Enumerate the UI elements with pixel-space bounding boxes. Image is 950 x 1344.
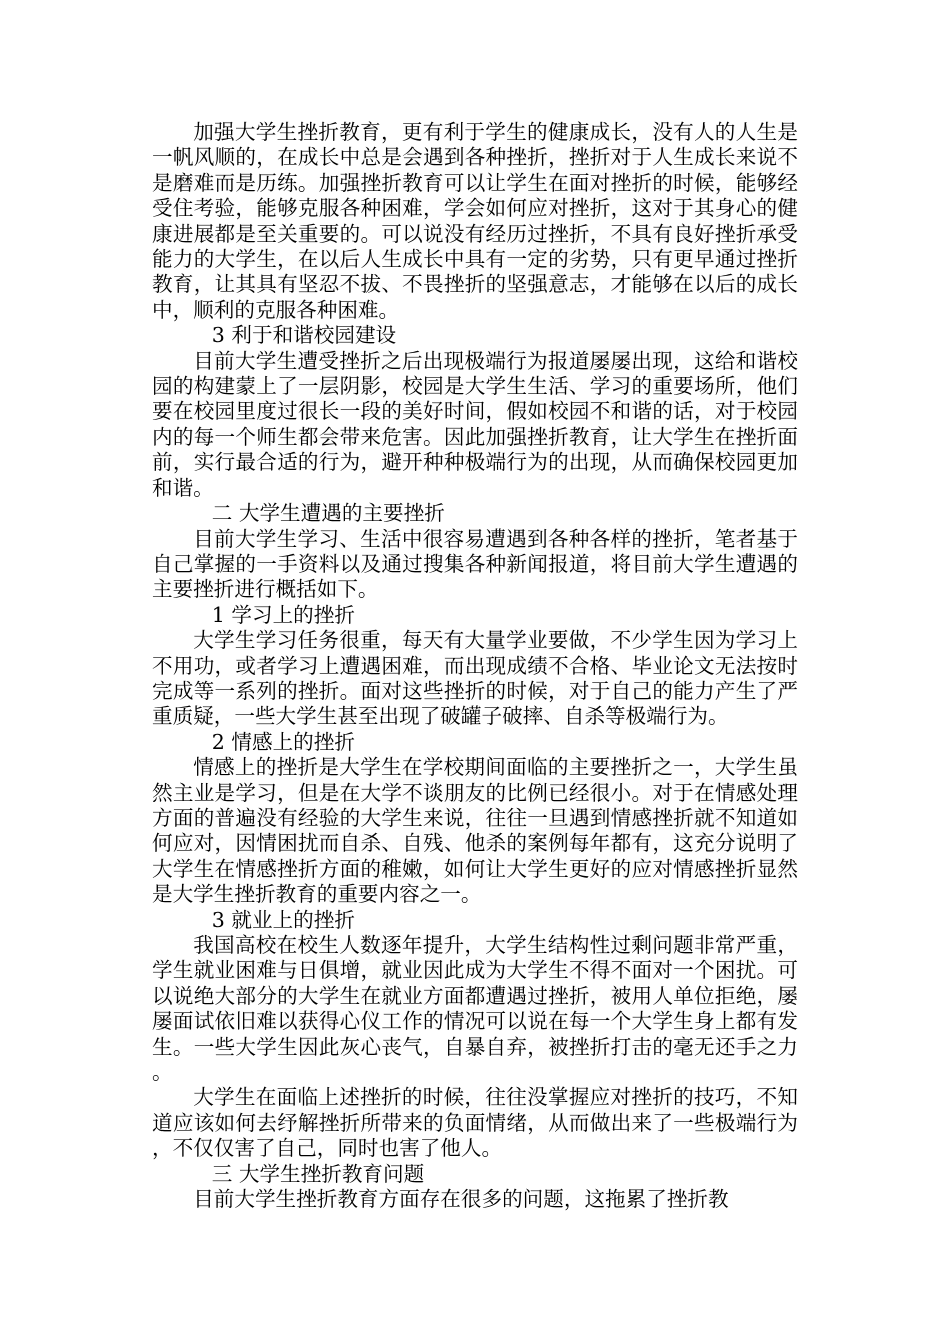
section-heading: 2 情感上的挫折 xyxy=(211,729,355,754)
section-heading: 3 就业上的挫折 xyxy=(211,907,355,932)
paragraph: 情感上的挫折是大学生在学校期间面临的主要挫折之一，大学生虽然主业是学习，但是在大学不谈朋友的比例已经很小。对于在情感处理方面的普遍没有经验的大学生来说，往往一旦遇到情感挫折就不知道如何应对，因情困扰而自杀、自残、他杀的案例每年都有，这充分说明了大学生在情感挫折方面的稚嫩，如何让大学生更好的应对情感挫折显然是大学生挫折教育的重要内容之一。 xyxy=(152,755,798,907)
paragraph: 大学生学习任务很重，每天有大量学业要做，不少学生因为学习上不用功，或者学习上遭遇困难，而出现成绩不合格、毕业论文无法按时完成等一系列的挫折。面对这些挫折的时候，对于自己的能力产生了严重质疑，一些大学生甚至出现了破罐子破摔、自杀等极端行为。 xyxy=(152,628,798,729)
section-heading: 二 大学生遭遇的主要挫折 xyxy=(211,501,445,526)
paragraph: 目前大学生遭受挫折之后出现极端行为报道屡屡出现，这给和谐校园的构建蒙上了一层阴影，校园是大学生生活、学习的重要场所，他们要在校园里度过很长一段的美好时间，假如校园不和谐的话，对于校园内的每一个师生都会带来危害。因此加强挫折教育，让大学生在挫折面前，实行最合适的行为，避开种种极端行为的出现，从而确保校园更加和谐。 xyxy=(152,348,798,500)
paragraph: 目前大学生挫折教育方面存在很多的问题，这拖累了挫折教 xyxy=(193,1187,729,1212)
paragraph: 目前大学生学习、生活中很容易遭遇到各种各样的挫折，笔者基于自己掌握的一手资料以及通过搜集各种新闻报道，将目前大学生遭遇的主要挫折进行概括如下。 xyxy=(152,526,798,602)
section-heading: 3 利于和谐校园建设 xyxy=(211,323,397,348)
paragraph: 大学生在面临上述挫折的时候，往往没掌握应对挫折的技巧，不知道应该如何去纾解挫折所带来的负面情绪，从而做出来了一些极端行为，不仅仅害了自己，同时也害了他人。 xyxy=(152,1085,798,1161)
section-heading: 1 学习上的挫折 xyxy=(211,602,355,627)
paragraph: 我国高校在校生人数逐年提升，大学生结构性过剩问题非常严重，学生就业困难与日俱增，就业因此成为大学生不得不面对一个困扰。可以说绝大部分的大学生在就业方面都遭遇过挫折，被用人单位拒绝，屡屡面试依旧难以获得心仪工作的情况可以说在每一个大学生身上都有发生。一些大学生因此灰心丧气，自暴自弃，被挫折打击的毫无还手之力。 xyxy=(152,933,798,1085)
section-heading: 三 大学生挫折教育问题 xyxy=(211,1161,425,1186)
paragraph: 加强大学生挫折教育，更有利于学生的健康成长，没有人的人生是一帆风顺的，在成长中总是会遇到各种挫折，挫折对于人生成长来说不是磨难而是历练。加强挫折教育可以让学生在面对挫折的时候，能够经受住考验，能够克服各种困难，学会如何应对挫折，这对于其身心的健康进展都是至关重要的。可以说没有经历过挫折，不具有良好挫折承受能力的大学生，在以后人生成长中具有一定的劣势，只有更早通过挫折教育，让其具有坚忍不拔、不畏挫折的坚强意志，才能够在以后的成长中，顺利的克服各种困难。 xyxy=(152,120,798,322)
document-body xyxy=(152,120,798,1212)
